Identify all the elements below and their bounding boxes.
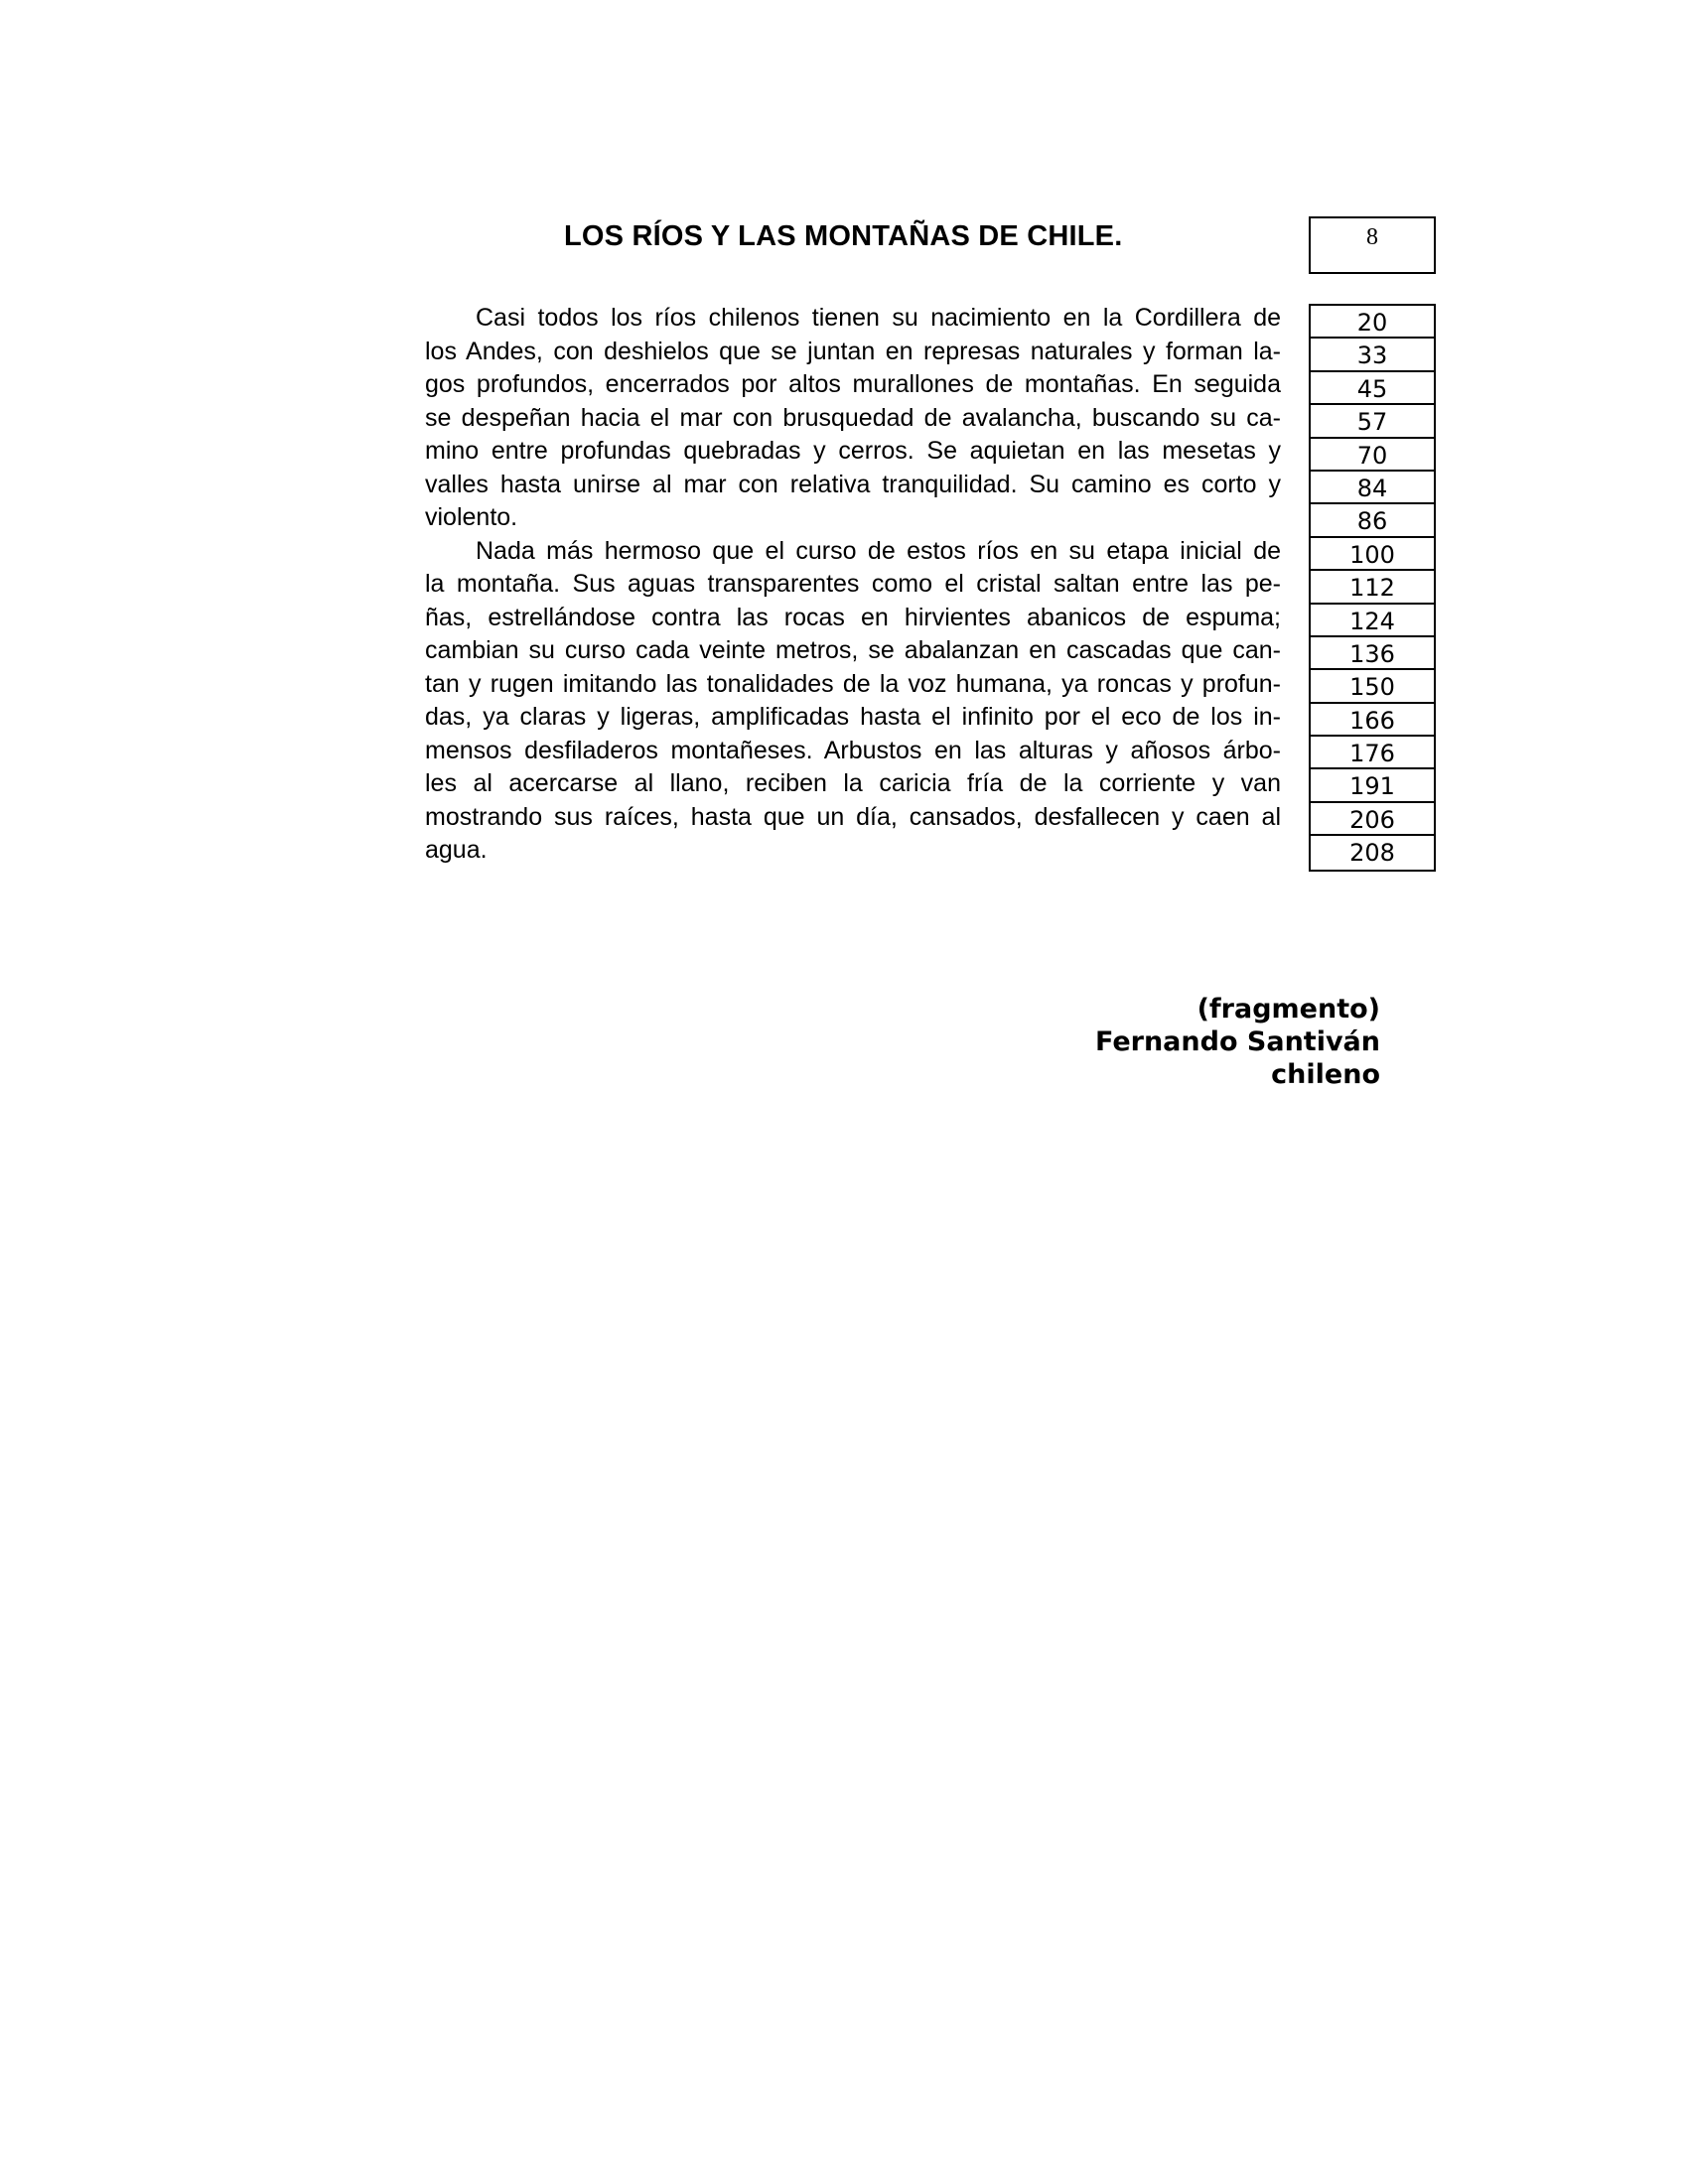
line-word-count: 20 <box>1311 306 1434 339</box>
line-word-count: 191 <box>1311 769 1434 802</box>
text-line: violento. <box>425 503 518 531</box>
line-word-count: 100 <box>1311 538 1434 571</box>
text-line: valles hasta unirse al mar con relativa tranquilidad. Su camino es corto y <box>425 470 1281 498</box>
passage-text <box>425 302 1281 868</box>
text-line: tan y rugen imitando las tonalidades de la voz humana, ya roncas y profun- <box>425 669 1281 698</box>
line-word-count: 86 <box>1311 504 1434 537</box>
title-word-count: 8 <box>1366 224 1378 250</box>
line-word-count: 206 <box>1311 803 1434 836</box>
line-word-count: 57 <box>1311 405 1434 438</box>
line-word-count: 84 <box>1311 472 1434 504</box>
line-word-count: 176 <box>1311 737 1434 769</box>
text-line: mostrando sus raíces, hasta que un día, cansados, desfallecen y caen al <box>425 802 1281 831</box>
line-word-count: 166 <box>1311 704 1434 737</box>
text-line: Casi todos los ríos chilenos tienen su nacimiento en la Cordillera de <box>476 304 1281 332</box>
author-nationality: chileno <box>1271 1059 1380 1090</box>
text-line: mensos desfiladeros montañeses. Arbustos en las alturas y añosos árbo- <box>425 736 1281 764</box>
author-name: Fernando Santiván <box>1094 1026 1380 1057</box>
line-word-count: 70 <box>1311 439 1434 472</box>
line-word-count: 45 <box>1311 372 1434 405</box>
line-word-count: 150 <box>1311 670 1434 703</box>
document-title: LOS RÍOS Y LAS MONTAÑAS DE CHILE. <box>564 220 1123 252</box>
line-word-count: 33 <box>1311 339 1434 371</box>
line-word-count: 136 <box>1311 637 1434 670</box>
line-word-count: 124 <box>1311 605 1434 637</box>
text-line: los Andes, con deshielos que se juntan en represas naturales y forman la- <box>425 337 1281 365</box>
title-word-count-box <box>1309 216 1436 274</box>
text-line: ñas, estrellándose contra las rocas en hirvientes abanicos de espuma; <box>425 603 1281 631</box>
word-count-column <box>1309 304 1436 872</box>
line-word-count: 208 <box>1349 839 1395 868</box>
fragment-note: (fragmento) <box>1196 994 1380 1024</box>
text-line: se despeñan hacia el mar con brusquedad de avalancha, buscando su ca- <box>425 403 1281 432</box>
text-line: les al acercarse al llano, reciben la caricia fría de la corriente y van <box>425 769 1281 797</box>
text-line: la montaña. Sus aguas transparentes como el cristal saltan entre las pe- <box>425 570 1281 598</box>
text-line: das, ya claras y ligeras, amplificadas hasta el infinito por el eco de los in- <box>425 703 1281 731</box>
text-line: Nada más hermoso que el curso de estos ríos en su etapa inicial de <box>476 536 1281 565</box>
line-word-count: 112 <box>1311 571 1434 604</box>
text-line: gos profundos, encerrados por altos murallones de montañas. En seguida <box>425 370 1281 398</box>
text-line: cambian su curso cada veinte metros, se abalanzan en cascadas que can- <box>425 636 1281 664</box>
attribution <box>1095 993 1380 1091</box>
text-line: mino entre profundas quebradas y cerros. Se aquietan en las mesetas y <box>425 437 1281 465</box>
text-line: agua. <box>425 836 488 864</box>
